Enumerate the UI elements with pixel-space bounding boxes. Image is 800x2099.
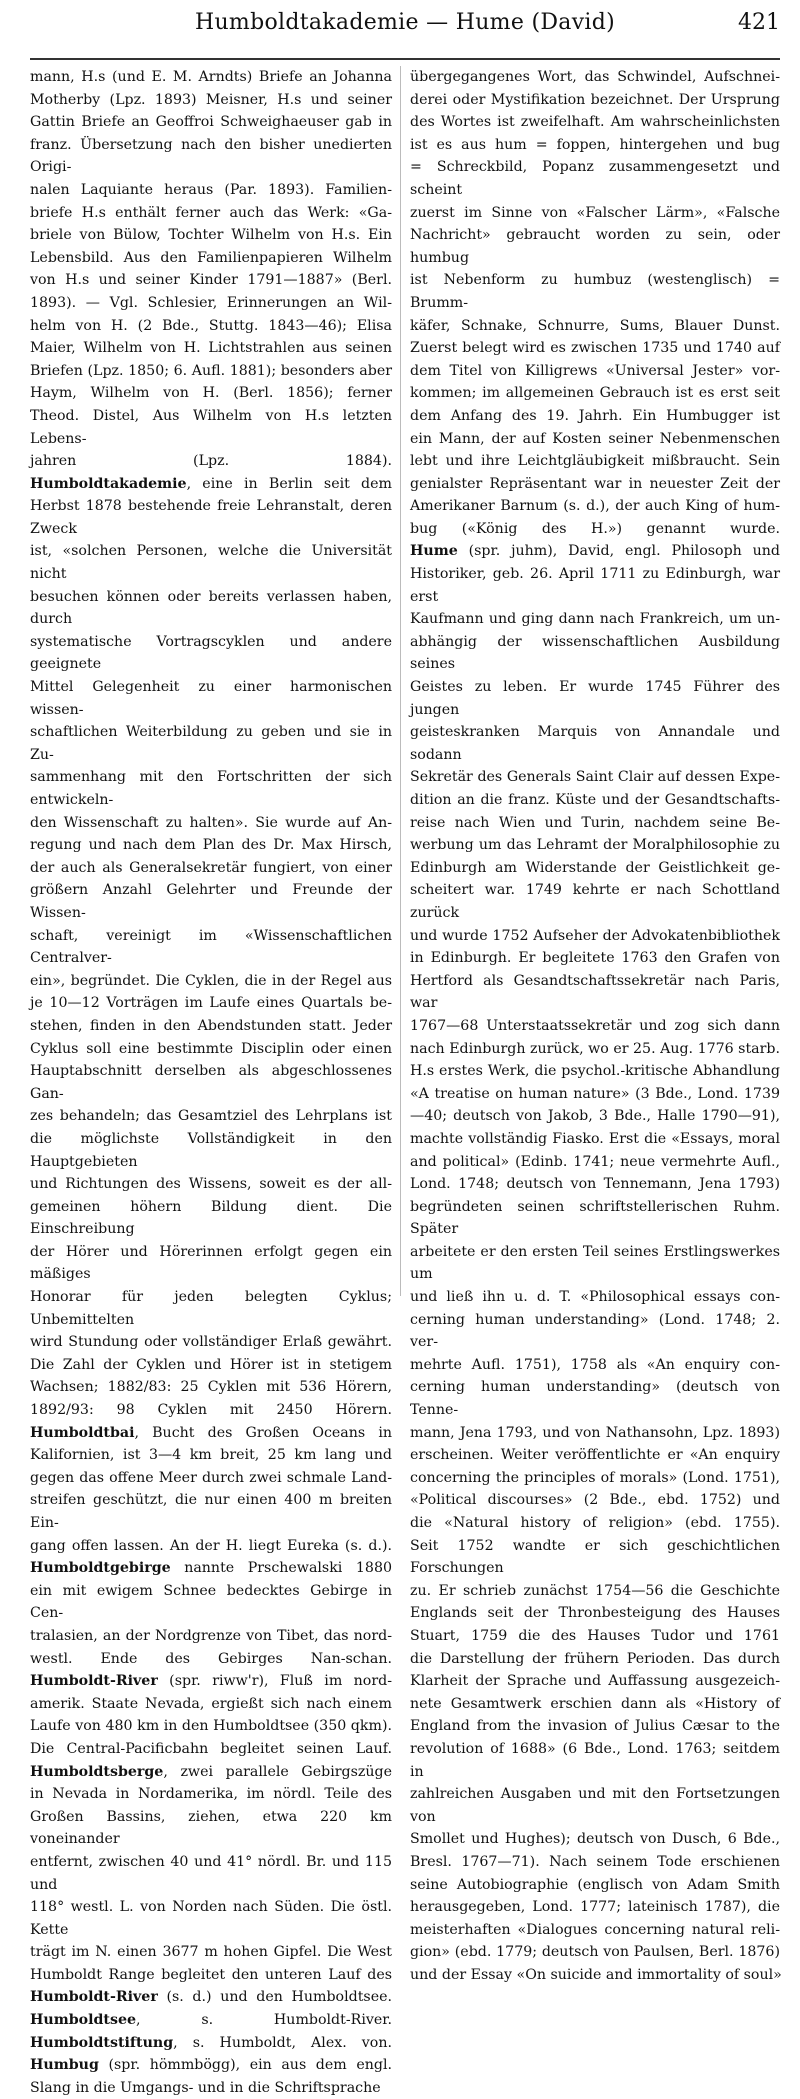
left-column bbox=[30, 66, 392, 2096]
text-line: gion» (ebd. 1779; deutsch von Paulsen, Berl. 1876) bbox=[410, 1944, 780, 1961]
text-line: seine Autobiographie (englisch von Adam Smith bbox=[410, 1876, 780, 1893]
text-line: dition an die franz. Küste und der Gesandtschafts- bbox=[410, 792, 780, 808]
text-line: nalen Laquiante heraus (Par. 1893). Familien- bbox=[30, 181, 392, 198]
entry-headword: Humboldtsberge bbox=[30, 1763, 164, 1780]
text-line: gemeinen höhern Bildung dient. Die Einschreibung bbox=[30, 1198, 392, 1238]
text-line: besuchen können oder bereits verlassen haben, durch bbox=[30, 588, 392, 628]
text-line: = Schreckbild, Popanz zusammengesetzt und scheint bbox=[410, 159, 780, 198]
text-line: H.s erstes Werk, die psychol.-kritische Abhandlung bbox=[410, 1063, 780, 1080]
text-line: Edinburgh am Widerstande der Geistlichkeit ge- bbox=[410, 859, 780, 876]
entry-headword: Humboldtsee bbox=[30, 2012, 137, 2029]
text-line: zes behandeln; das Gesamtziel des Lehrplans ist bbox=[30, 1108, 392, 1125]
text-line: Humboldtakademie, eine in Berlin seit dem bbox=[30, 475, 392, 492]
text-line: helm von H. (2 Bde., Stuttg. 1843—46); Elisa bbox=[30, 317, 392, 334]
text-line: 1893). — Vgl. Schlesier, Erinnerungen an Wil- bbox=[30, 294, 392, 311]
text-line: nach Edinburgh zurück, wo er 25. Aug. 1776 starb. bbox=[410, 1040, 780, 1057]
text-line: derei oder Mystifikation bezeichnet. Der Ursprung bbox=[410, 91, 780, 108]
text-line: von H.s und seiner Kinder 1791—1887» (Berl. bbox=[30, 272, 392, 289]
text-line: zuerst im Sinne von «Falscher Lärm», «Falsche bbox=[410, 204, 780, 221]
text-line: die «Natural history of religion» (ebd. 1755). bbox=[410, 1515, 780, 1531]
text-line: je 10—12 Vorträgen im Laufe eines Quartals be- bbox=[30, 995, 392, 1012]
text-line: Humboldt-River (spr. riww'r), Fluß im nord- bbox=[30, 1673, 392, 1690]
text-line: Kaufmann und ging dann nach Frankreich, um un- bbox=[410, 611, 780, 628]
text-line: ist Nebenform zu humbuz (westenglisch) = Brumm- bbox=[410, 272, 780, 311]
text-line: in Nevada in Nordamerika, im nördl. Teile des bbox=[30, 1786, 392, 1803]
text-line: Hauptabschnitt derselben als abgeschlossenes Gan- bbox=[30, 1063, 392, 1102]
text-line: Humboldt Range begleitet den unteren Lauf des bbox=[30, 1966, 392, 1983]
page-header bbox=[30, 10, 780, 50]
entry-headword: Humboldtgebirge bbox=[30, 1560, 171, 1577]
text-line: Lebensbild. Aus den Familienpapieren Wilhelm bbox=[30, 249, 392, 266]
text-line: Humboldtstiftung, s. Humboldt, Alex. von. bbox=[30, 2034, 392, 2051]
text-line: —40; deutsch von Jakob, 3 Bde., Halle 1790—91), bbox=[410, 1108, 780, 1125]
text-line: Historiker, geb. 26. April 1711 zu Edinburgh, war erst bbox=[410, 566, 780, 605]
text-line: England from the invasion of Julius Cæsar to the bbox=[410, 1718, 780, 1735]
text-line: «Political discourses» (2 Bde., ebd. 1752) und bbox=[410, 1492, 780, 1509]
text-line: Humbug (spr. hömmbögg), ein aus dem engl. bbox=[30, 2057, 392, 2074]
text-line: Smollet und Hughes); deutsch von Dusch, 6 Bde., bbox=[410, 1831, 780, 1848]
text-line: der Hörer und Hörerinnen erfolgt gegen ein mäßiges bbox=[30, 1243, 392, 1283]
text-line: und Richtungen des Wissens, soweit es der all- bbox=[30, 1176, 392, 1193]
text-line: käfer, Schnake, Schnurre, Sums, Blauer Dunst. bbox=[410, 317, 780, 334]
text-line: and political» (Edinb. 1741; neue vermehrte Aufl., bbox=[410, 1153, 780, 1170]
text-line: mann, H.s (und E. M. Arndts) Briefe an Johanna bbox=[30, 69, 392, 85]
text-line: concerning the principles of morals» (Lond. 1751), bbox=[410, 1469, 780, 1486]
text-line: herausgegeben, Lond. 1777; lateinisch 1787), die bbox=[410, 1899, 780, 1916]
text-line: die Darstellung der frühern Perioden. Das durch bbox=[410, 1650, 780, 1667]
text-line: meisterhaften «Dialogues concerning natural reli- bbox=[410, 1921, 780, 1938]
text-line: dem Anfang des 19. Jahrh. Ein Humbugger ist bbox=[410, 407, 780, 424]
text-line: trägt im N. einen 3677 m hohen Gipfel. Die West bbox=[30, 1944, 392, 1961]
text-line: ist es aus hum = foppen, hintergehen und bug bbox=[410, 136, 780, 153]
text-line: 1767—68 Unterstaatssekretär und zog sich dann bbox=[410, 1017, 780, 1034]
text-line: Herbst 1878 bestehende freie Lehranstalt, deren Zweck bbox=[30, 498, 392, 537]
text-line: abhängig der wissenschaftlichen Ausbildung seines bbox=[410, 633, 780, 673]
text-line: cerning human understanding» (deutsch von Tenne- bbox=[410, 1379, 780, 1419]
text-line: dem Titel von Killigrews «Universal Jester» vor- bbox=[410, 362, 780, 379]
text-line: westl. Ende des Gebirges Nan-schan. bbox=[30, 1650, 392, 1667]
text-line: Kalifornien, ist 3—4 km breit, 25 km lang und bbox=[30, 1447, 392, 1464]
column-separator bbox=[400, 66, 401, 1296]
text-line: regung und nach dem Plan des Dr. Max Hirsch, bbox=[30, 837, 392, 854]
text-line: cerning human understanding» (Lond. 1748; 2. ver- bbox=[410, 1311, 780, 1351]
text-line: «A treatise on human nature» (3 Bde., Lond. 1739 bbox=[410, 1085, 780, 1102]
text-line: und wurde 1752 Aufseher der Advokatenbibliothek bbox=[410, 927, 780, 944]
text-line: übergegangenes Wort, das Schwindel, Aufschnei- bbox=[410, 69, 780, 85]
text-line: machte vollständig Fiasko. Erst die «Essays, moral bbox=[410, 1130, 780, 1147]
text-line: ist, «solchen Personen, welche die Universität nicht bbox=[30, 543, 392, 583]
text-line: Hume (spr. juhm), David, engl. Philosoph und bbox=[410, 543, 780, 560]
page-number: 421 bbox=[738, 10, 780, 35]
text-line: 118° westl. L. von Norden nach Süden. Die östl. Kette bbox=[30, 1899, 392, 1938]
text-line: systematische Vortragscyklen und andere geeignete bbox=[30, 633, 392, 673]
text-line: Honorar für jeden belegten Cyklus; Unbemittelten bbox=[30, 1289, 392, 1328]
text-line: Großen Bassins, ziehen, etwa 220 km voneinander bbox=[30, 1808, 392, 1848]
text-line: Humboldt-River (s. d.) und den Humboldtsee. bbox=[30, 1989, 392, 2006]
text-line: sammenhang mit den Fortschritten der sich entwickeln- bbox=[30, 769, 392, 808]
text-line: 1892/93: 98 Cyklen mit 2450 Hörern. bbox=[30, 1402, 392, 1419]
text-line: Mittel Gelegenheit zu einer harmonischen wissen- bbox=[30, 679, 392, 718]
text-line: erscheinen. Weiter veröffentlichte er «An enquiry bbox=[410, 1447, 780, 1464]
text-line: lebt und ihre Leichtgläubigkeit mißbraucht. Sein bbox=[410, 453, 780, 470]
text-line: kommen; im allgemeinen Gebrauch ist es erst seit bbox=[410, 385, 780, 402]
entry-headword: Humboldtakademie bbox=[30, 475, 187, 492]
text-line: Sekretär des Generals Saint Clair auf dessen Expe- bbox=[410, 769, 780, 786]
text-line: Wachsen; 1882/83: 25 Cyklen mit 536 Hörern, bbox=[30, 1379, 392, 1396]
entry-headword: Humboldt-River bbox=[30, 1989, 158, 2006]
entry-headword: Humbug bbox=[30, 2057, 99, 2074]
text-line: entfernt, zwischen 40 und 41° nördl. Br. und 115 und bbox=[30, 1853, 392, 1893]
text-line: Gattin Briefe an Geoffroi Schweighaeuser gab in bbox=[30, 114, 392, 131]
text-line: zu. Er schrieb zunächst 1754—56 die Geschichte bbox=[410, 1582, 780, 1599]
text-line: wird Stundung oder vollständiger Erlaß gewährt. bbox=[30, 1334, 392, 1351]
entry-headword: Humboldtstiftung bbox=[30, 2034, 174, 2051]
text-line: arbeitete er den ersten Teil seines Erstlingswerkes um bbox=[410, 1243, 780, 1283]
text-line: der auch als Generalsekretär fungiert, von einer bbox=[30, 859, 392, 876]
text-line: Humboldtbai, Bucht des Großen Oceans in bbox=[30, 1424, 392, 1441]
text-line: zahlreichen Ausgaben und mit den Fortsetzungen von bbox=[410, 1786, 780, 1825]
text-line: Humboldtsee, s. Humboldt-River. bbox=[30, 2012, 392, 2029]
text-line: gang offen lassen. An der H. liegt Eureka (s. d.). bbox=[30, 1537, 392, 1554]
text-line: geisteskranken Marquis von Annandale und sodann bbox=[410, 724, 780, 763]
text-line: Lond. 1748; deutsch von Tennemann, Jena 1793) bbox=[410, 1176, 780, 1193]
running-head: Humboldtakademie — Hume (David) bbox=[194, 10, 616, 35]
text-line: Klarheit der Sprache und Auffassung ausgezeich- bbox=[410, 1673, 780, 1690]
text-line: franz. Übersetzung nach den bisher unedierten Origi- bbox=[30, 136, 392, 176]
text-line: Seit 1752 wandte er sich geschichtlichen Forschungen bbox=[410, 1537, 780, 1577]
text-line: Theod. Distel, Aus Wilhelm von H.s letzten Lebens- bbox=[30, 407, 392, 447]
text-line: jahren (Lpz. 1884). bbox=[30, 453, 392, 470]
text-line: amerik. Staate Nevada, ergießt sich nach einem bbox=[30, 1695, 392, 1712]
text-line: Die Zahl der Cyklen und Hörer ist in stetigem bbox=[30, 1356, 392, 1373]
text-line: bug («König des H.») genannt wurde. bbox=[410, 520, 780, 537]
text-line: revolution of 1688» (6 Bde., Lond. 1763; seitdem in bbox=[410, 1740, 780, 1780]
entry-headword: Humboldt-River bbox=[30, 1673, 158, 1690]
text-line: Humboldtgebirge nannte Prschewalski 1880 bbox=[30, 1560, 392, 1577]
text-line: Laufe von 480 km in den Humboldtsee (350 qkm). bbox=[30, 1718, 392, 1735]
text-line: Zuerst belegt wird es zwischen 1735 und 1740 auf bbox=[410, 340, 780, 357]
text-line: Stuart, 1759 die des Hauses Tudor und 1761 bbox=[410, 1627, 780, 1644]
text-line: streifen geschützt, die nur einen 400 m breiten Ein- bbox=[30, 1492, 392, 1531]
right-column bbox=[410, 66, 782, 1983]
text-line: schaftlichen Weiterbildung zu geben und sie in Zu- bbox=[30, 724, 392, 763]
text-line: mehrte Aufl. 1751), 1758 als «An enquiry con- bbox=[410, 1356, 780, 1373]
text-line: ein», begründet. Die Cyklen, die in der Regel aus bbox=[30, 972, 392, 989]
text-line: briele von Bülow, Tochter Wilhelm von H.s. Ein bbox=[30, 227, 392, 244]
text-line: nete Gesamtwerk erschien dann als «History of bbox=[410, 1695, 780, 1712]
text-line: Motherby (Lpz. 1893) Meisner, H.s und seiner bbox=[30, 91, 392, 108]
text-line: ein Mann, der auf Kosten seiner Nebenmenschen bbox=[410, 430, 780, 447]
entry-headword: Humboldtbai bbox=[30, 1424, 135, 1441]
text-line: Cyklus soll eine bestimmte Disciplin oder einen bbox=[30, 1040, 392, 1057]
text-line: größern Anzahl Gelehrter und Freunde der Wissen- bbox=[30, 882, 392, 921]
text-line: Bresl. 1767—71). Nach seinem Tode erschienen bbox=[410, 1853, 780, 1870]
text-line: Slang in die Umgangs- und in die Schriftsprache bbox=[30, 2079, 381, 2096]
text-line: Maier, Wilhelm von H. Lichtstrahlen aus seinen bbox=[30, 340, 392, 357]
text-line: briefe H.s enthält ferner auch das Werk: «Ga- bbox=[30, 204, 392, 221]
text-line: reise nach Wien und Turin, nachdem seine Be- bbox=[410, 814, 780, 831]
text-line: des Wortes ist zweifelhaft. Am wahrscheinlichsten bbox=[410, 114, 780, 131]
header-rule bbox=[30, 58, 780, 60]
text-line: schaft, vereinigt im «Wissenschaftlichen Centralver- bbox=[30, 927, 392, 967]
text-line: Nachricht» gebraucht worden zu sein, oder humbug bbox=[410, 227, 780, 266]
text-line: Englands seit der Thronbesteigung des Hauses bbox=[410, 1605, 780, 1622]
text-line: tralasien, an der Nordgrenze von Tibet, das nord- bbox=[30, 1627, 392, 1644]
text-line: werbung um das Lehramt der Moralphilosophie zu bbox=[410, 837, 780, 854]
text-line: genialster Repräsentant war in neuester Zeit der bbox=[410, 475, 780, 492]
text-line: scheitert war. 1749 kehrte er nach Schottland zurück bbox=[410, 882, 780, 921]
text-line: gegen das offene Meer durch zwei schmale Land- bbox=[30, 1469, 392, 1486]
text-line: und der Essay «On suicide and immortality of soul» bbox=[410, 1966, 782, 1983]
text-line: stehen, finden in den Abendstunden statt. Jeder bbox=[30, 1017, 392, 1034]
text-line: Haym, Wilhelm von H. (Berl. 1856); ferner bbox=[30, 385, 392, 402]
text-line: ein mit ewigem Schnee bedecktes Gebirge in Cen- bbox=[30, 1582, 392, 1622]
text-line: begründeten seinen schriftstellerischen Ruhm. Später bbox=[410, 1198, 780, 1238]
text-line: Amerikaner Barnum (s. d.), der auch King of hum- bbox=[410, 498, 780, 515]
text-line: Geistes zu leben. Er wurde 1745 Führer des jungen bbox=[410, 679, 780, 718]
text-line: Briefen (Lpz. 1850; 6. Aufl. 1881); besonders aber bbox=[30, 362, 392, 379]
text-line: Hertford als Gesandtschaftssekretär nach Paris, war bbox=[410, 972, 780, 1012]
text-line: Humboldtsberge, zwei parallele Gebirgszüge bbox=[30, 1763, 392, 1780]
text-line: mann, Jena 1793, und von Nathansohn, Lpz. 1893) bbox=[410, 1424, 780, 1441]
text-line: den Wissenschaft zu halten». Sie wurde auf An- bbox=[30, 814, 392, 831]
entry-headword: Hume bbox=[410, 543, 458, 560]
text-line: und ließ ihn u. d. T. «Philosophical essays con- bbox=[410, 1289, 780, 1306]
text-line: in Edinburgh. Er begleitete 1763 den Grafen von bbox=[410, 950, 780, 967]
text-line: Die Central-Pacificbahn begleitet seinen Lauf. bbox=[30, 1740, 392, 1757]
text-line: die möglichste Vollständigkeit in den Hauptgebieten bbox=[30, 1130, 392, 1170]
